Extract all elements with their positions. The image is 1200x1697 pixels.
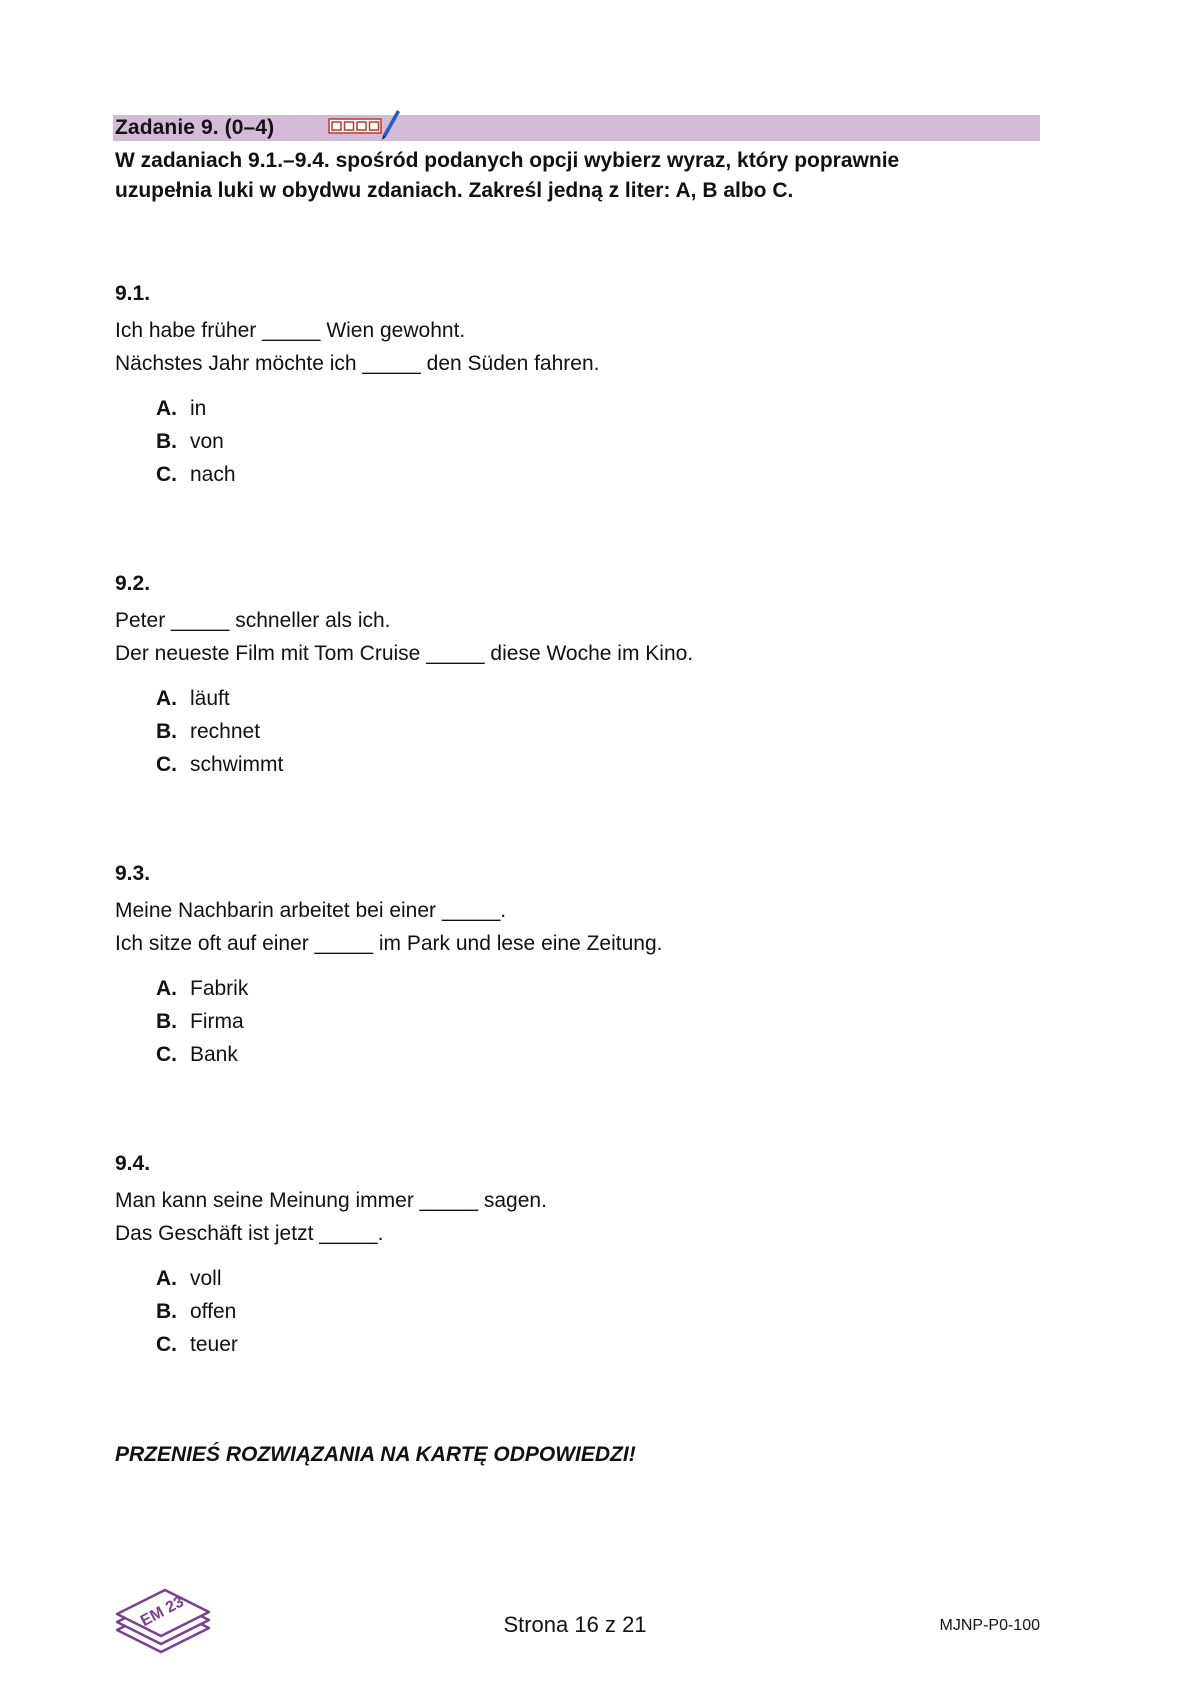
- option-text: offen: [190, 1300, 237, 1323]
- answer-option-c[interactable]: [156, 1038, 1015, 1071]
- option-letter: B.: [156, 1300, 177, 1323]
- option-letter: B.: [156, 1010, 177, 1033]
- answer-option-b[interactable]: [156, 425, 1015, 458]
- option-letter: C.: [156, 753, 177, 776]
- answer-options: [156, 972, 1015, 1071]
- page-number: Strona 16 z 21: [503, 1612, 647, 1637]
- answer-option-c[interactable]: [156, 458, 1015, 491]
- option-text: Fabrik: [190, 977, 249, 1000]
- question-9-2: [115, 570, 1015, 781]
- instruction-line: uzupełnia luki w obydwu zdaniach. Zakreśl jedną z liter: A, B albo C.: [115, 179, 794, 202]
- option-letter: A.: [156, 977, 177, 1000]
- question-sentence: Der neueste Film mit Tom Cruise _____ diese Woche im Kino.: [115, 642, 694, 665]
- task-title-label: Zadanie 9.: [115, 116, 219, 139]
- answer-option-c[interactable]: [156, 1328, 1015, 1361]
- exam-code: MJNP-P0-100: [939, 1617, 1040, 1634]
- option-text: voll: [190, 1267, 222, 1290]
- task-points: (0–4): [224, 116, 275, 139]
- answer-option-b[interactable]: [156, 1295, 1015, 1328]
- answer-option-a[interactable]: [156, 392, 1015, 425]
- task-header: [113, 115, 1040, 141]
- answer-option-a[interactable]: [156, 1262, 1015, 1295]
- option-letter: A.: [156, 1267, 177, 1290]
- option-text: in: [190, 397, 207, 420]
- question-sentence: Nächstes Jahr möchte ich _____ den Süden fahren.: [115, 352, 600, 375]
- question-number: 9.1.: [115, 282, 151, 305]
- option-letter: C.: [156, 1333, 177, 1356]
- answer-options: [156, 1262, 1015, 1361]
- question-number: 9.2.: [115, 572, 151, 595]
- option-text: Firma: [190, 1010, 244, 1033]
- option-letter: C.: [156, 463, 177, 486]
- answer-option-a[interactable]: [156, 682, 1015, 715]
- option-text: Bank: [190, 1043, 238, 1066]
- answer-option-b[interactable]: [156, 715, 1015, 748]
- score-boxes-icon: [325, 107, 405, 143]
- option-letter: B.: [156, 430, 177, 453]
- question-9-1: [115, 280, 1015, 491]
- question-number: 9.3.: [115, 862, 151, 885]
- answer-options: [156, 392, 1015, 491]
- question-sentence: Peter _____ schneller als ich.: [115, 609, 391, 632]
- answer-option-a[interactable]: [156, 972, 1015, 1005]
- transfer-answers-notice: PRZENIEŚ ROZWIĄZANIA NA KARTĘ ODPOWIEDZI!: [115, 1443, 636, 1466]
- answer-option-c[interactable]: [156, 748, 1015, 781]
- option-letter: A.: [156, 687, 177, 710]
- task-title: [113, 116, 274, 140]
- task-instruction: [115, 146, 1045, 206]
- question-9-3: [115, 860, 1015, 1071]
- option-letter: C.: [156, 1043, 177, 1066]
- option-text: von: [190, 430, 224, 453]
- answer-option-b[interactable]: [156, 1005, 1015, 1038]
- option-text: rechnet: [190, 720, 261, 743]
- option-letter: A.: [156, 397, 177, 420]
- question-sentence: Ich sitze oft auf einer _____ im Park und lese eine Zeitung.: [115, 932, 663, 955]
- option-text: teuer: [190, 1333, 238, 1356]
- question-sentence: Das Geschäft ist jetzt _____.: [115, 1222, 384, 1245]
- option-letter: B.: [156, 720, 177, 743]
- instruction-line: W zadaniach 9.1.–9.4. spośród podanych opcji wybierz wyraz, który poprawnie: [115, 149, 900, 172]
- question-9-4: [115, 1150, 1015, 1361]
- question-sentence: Ich habe früher _____ Wien gewohnt.: [115, 319, 466, 342]
- question-number: 9.4.: [115, 1152, 151, 1175]
- answer-options: [156, 682, 1015, 781]
- question-sentence: Man kann seine Meinung immer _____ sagen.: [115, 1189, 547, 1212]
- pen-icon: [382, 110, 400, 140]
- question-sentence: Meine Nachbarin arbeitet bei einer _____.: [115, 899, 507, 922]
- option-text: läuft: [190, 687, 230, 710]
- logo-text: EM 23: [137, 1593, 187, 1631]
- option-text: schwimmt: [190, 753, 284, 776]
- option-text: nach: [190, 463, 236, 486]
